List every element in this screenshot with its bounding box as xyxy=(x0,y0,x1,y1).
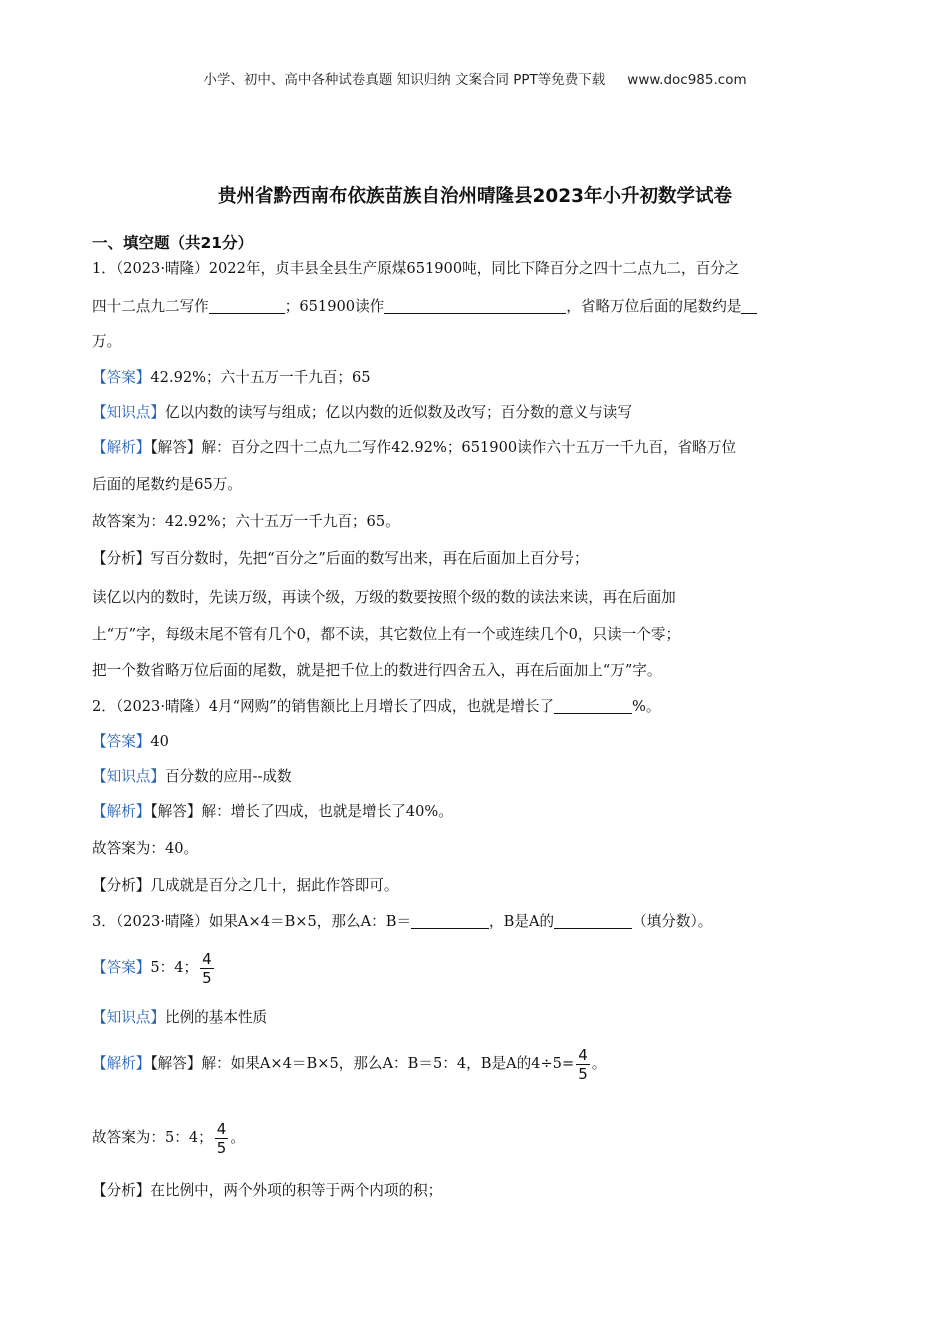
q3-analysis-text: 解：如果A×4＝B×5，那么A：B＝5：4，B是A的4÷5= xyxy=(201,1055,575,1072)
q3-answer xyxy=(92,948,216,988)
fraction-numerator: 4 xyxy=(578,1045,588,1064)
answer-tag: 【答案】 xyxy=(92,959,151,976)
q3-stem-text-a: 3．（2023·晴隆）如果A×4＝B×5，那么A：B＝ xyxy=(92,913,412,930)
q3-blank-1[interactable] xyxy=(411,912,489,929)
q1-fenxi-line2: 读亿以内的数时，先读万级，再读个级，万级的数要按照个级的数的读法来读，再在后面加 xyxy=(92,589,676,606)
answer-tag: 【答案】 xyxy=(92,369,151,386)
q1-fenxi-text: 写百分数时，先把“百分之”后面的数写出来，再在后面加上百分号； xyxy=(150,550,589,567)
q1-knowledge xyxy=(92,402,632,424)
fraction-denominator: 5 xyxy=(578,1064,588,1083)
fraction-denominator: 5 xyxy=(216,1138,227,1157)
q3-analysis-end: 。 xyxy=(591,1055,607,1072)
q3-stem-text-c: （填分数）。 xyxy=(632,913,713,930)
solve-tag: 【解答】 xyxy=(150,803,202,820)
analysis-tag: 【解析】 xyxy=(92,803,151,820)
q1-blank-3[interactable] xyxy=(741,297,757,314)
q2-stem-text-a: 2．（2023·晴隆）4月“网购”的销售额比上月增长了四成，也就是增长了 xyxy=(92,698,555,715)
analysis-tag: 【解析】 xyxy=(92,439,151,456)
q1-stem-text-a: 四十二点九二写作 xyxy=(92,298,209,315)
q2-analysis xyxy=(92,801,453,823)
q2-answer xyxy=(92,731,169,753)
q1-knowledge-text: 亿以内数的读写与组成；亿以内数的近似数及改写；百分数的意义与读写 xyxy=(164,404,632,421)
q1-blank-2[interactable] xyxy=(384,297,566,314)
knowledge-tag: 【知识点】 xyxy=(92,1009,165,1026)
q2-stem xyxy=(92,696,660,718)
q1-analysis-line2: 后面的尾数约是65万。 xyxy=(92,476,242,493)
q3-final-text: 故答案为：5：4； xyxy=(92,1129,213,1146)
fenxi-tag: 【分析】 xyxy=(92,550,151,567)
q3-fenxi xyxy=(92,1180,442,1202)
q1-blank-1[interactable] xyxy=(209,297,285,314)
q1-stem-line1: 1．（2023·晴隆）2022年，贞丰县全县生产原煤651900吨，同比下降百分之四十二点九二，百分之 xyxy=(92,260,740,277)
q1-fenxi-line1 xyxy=(92,548,589,570)
q1-final: 故答案为：42.92%；六十五万一千九百；65。 xyxy=(92,513,400,530)
fraction-numerator: 4 xyxy=(216,1119,227,1138)
q2-stem-text-b: %。 xyxy=(632,698,661,715)
q1-answer-text: 42.92%；六十五万一千九百；65 xyxy=(150,369,371,386)
q3-final xyxy=(92,1118,245,1158)
q1-stem-line3: 万。 xyxy=(92,333,122,350)
q2-knowledge-text: 百分数的应用--成数 xyxy=(164,768,292,785)
q3-stem xyxy=(92,911,712,933)
q1-stem-text-b: ；651900读作 xyxy=(284,298,385,315)
q2-knowledge xyxy=(92,766,292,788)
header-site-link[interactable]: www.doc985.com xyxy=(627,72,747,88)
solve-tag: 【解答】 xyxy=(150,439,202,456)
q2-blank-1[interactable] xyxy=(554,697,632,714)
q3-final-end: 。 xyxy=(230,1129,245,1146)
q3-blank-2[interactable] xyxy=(554,912,632,929)
q2-final: 故答案为：40。 xyxy=(92,840,199,857)
q2-fenxi xyxy=(92,875,399,897)
q1-stem-text-c: ，省略万位后面的尾数约是 xyxy=(566,298,742,315)
q2-answer-text: 40 xyxy=(150,733,169,750)
q3-knowledge xyxy=(92,1007,267,1029)
section-heading: 一、填空题（共21分） xyxy=(92,234,254,252)
fraction-denominator: 5 xyxy=(202,968,212,987)
analysis-tag: 【解析】 xyxy=(92,1055,151,1072)
fenxi-tag: 【分析】 xyxy=(92,877,151,894)
q3-stem-text-b: ，B是A的 xyxy=(489,913,555,930)
q3-knowledge-text: 比例的基本性质 xyxy=(164,1009,268,1026)
answer-tag: 【答案】 xyxy=(92,733,151,750)
q1-fenxi-line4: 把一个数省略万位后面的尾数，就是把千位上的数进行四舍五入，再在后面加上“万”字。 xyxy=(92,662,662,679)
page-title: 贵州省黔西南布依族苗族自治州晴隆县2023年小升初数学试卷 xyxy=(218,186,732,207)
q3-answer-fraction xyxy=(200,950,214,987)
fenxi-tag: 【分析】 xyxy=(92,1182,151,1199)
q1-analysis-text: 解：百分之四十二点九二写作42.92%；651900读作六十五万一千九百，省略万位 xyxy=(201,439,737,456)
q2-fenxi-text: 几成就是百分之几十，据此作答即可。 xyxy=(150,877,399,894)
q1-answer xyxy=(92,367,371,389)
q3-analysis-fraction xyxy=(576,1046,590,1083)
header-text: 小学、初中、高中各种试卷真题 知识归纳 文案合同 PPT等免费下载 xyxy=(203,72,606,88)
q3-final-fraction xyxy=(215,1120,229,1157)
knowledge-tag: 【知识点】 xyxy=(92,404,165,421)
solve-tag: 【解答】 xyxy=(150,1055,202,1072)
q3-fenxi-text: 在比例中，两个外项的积等于两个内项的积； xyxy=(150,1182,443,1199)
q3-answer-text: 5：4； xyxy=(150,959,199,976)
q3-analysis xyxy=(92,1044,606,1084)
fraction-numerator: 4 xyxy=(202,949,212,968)
q1-analysis-line1 xyxy=(92,437,736,459)
q1-stem-line2 xyxy=(92,296,757,318)
q1-fenxi-line3: 上“万”字，每级末尾不管有几个0，都不读，其它数位上有一个或连续几个0，只读一个零； xyxy=(92,626,681,643)
q2-analysis-text: 解：增长了四成，也就是增长了40%。 xyxy=(201,803,453,820)
page-header xyxy=(0,68,950,88)
knowledge-tag: 【知识点】 xyxy=(92,768,165,785)
